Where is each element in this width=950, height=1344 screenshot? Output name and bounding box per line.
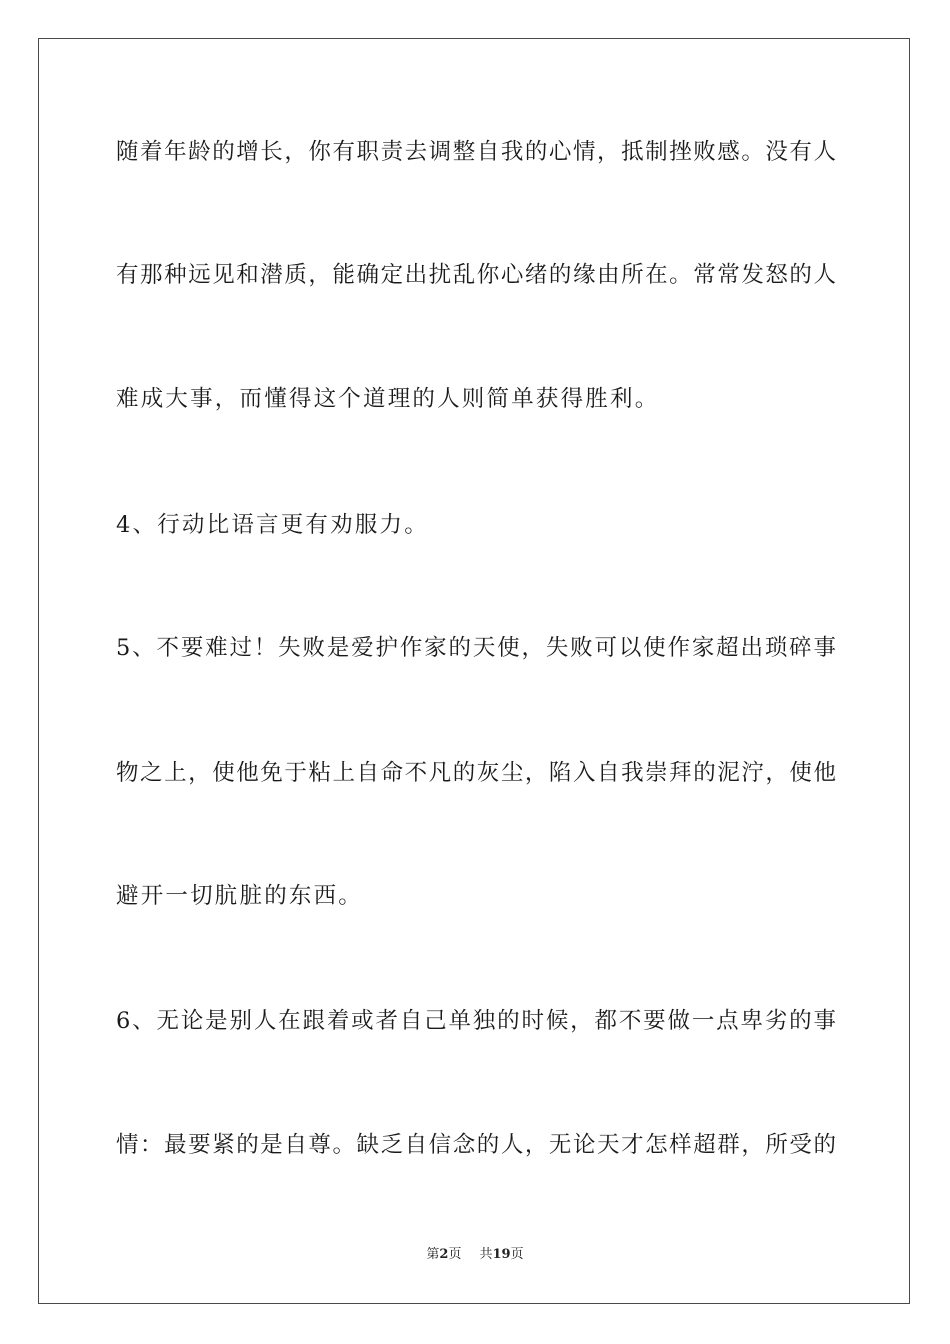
text-line-1: 随着年龄的增长，你有职责去调整自我的心情，抵制挫败感。没有人 xyxy=(116,139,836,165)
page-border xyxy=(38,38,910,1304)
total-pages: 19 xyxy=(492,1247,511,1262)
text-line-4: 4、行动比语言更有劝服力。 xyxy=(116,512,429,538)
total-suffix: 页 xyxy=(510,1247,524,1262)
total-prefix: 共 xyxy=(479,1247,493,1262)
page-indicator xyxy=(426,1247,461,1262)
text-line-9: 情：最要紧的是自尊。缺乏自信念的人，无论天才怎样超群，所受的 xyxy=(116,1132,836,1158)
text-line-6: 物之上，使他免于粘上自命不凡的灰尘，陷入自我崇拜的泥泞，使他 xyxy=(116,760,836,786)
text-line-5: 5、不要难过！失败是爱护作家的天使，失败可以使作家超出琐碎事 xyxy=(116,635,836,661)
text-line-7: 避开一切肮脏的东西。 xyxy=(116,883,364,909)
page-number: 2 xyxy=(439,1247,449,1262)
total-pages-indicator xyxy=(479,1247,523,1262)
page-prefix: 第 xyxy=(426,1247,440,1262)
page-suffix: 页 xyxy=(448,1247,462,1262)
page-footer xyxy=(0,1246,950,1264)
text-line-2: 有那种远见和潜质，能确定出扰乱你心绪的缘由所在。常常发怒的人 xyxy=(116,262,836,288)
text-line-3: 难成大事，而懂得这个道理的人则简单获得胜利。 xyxy=(116,386,660,412)
text-line-8: 6、无论是别人在跟着或者自己单独的时候，都不要做一点卑劣的事 xyxy=(116,1008,836,1034)
